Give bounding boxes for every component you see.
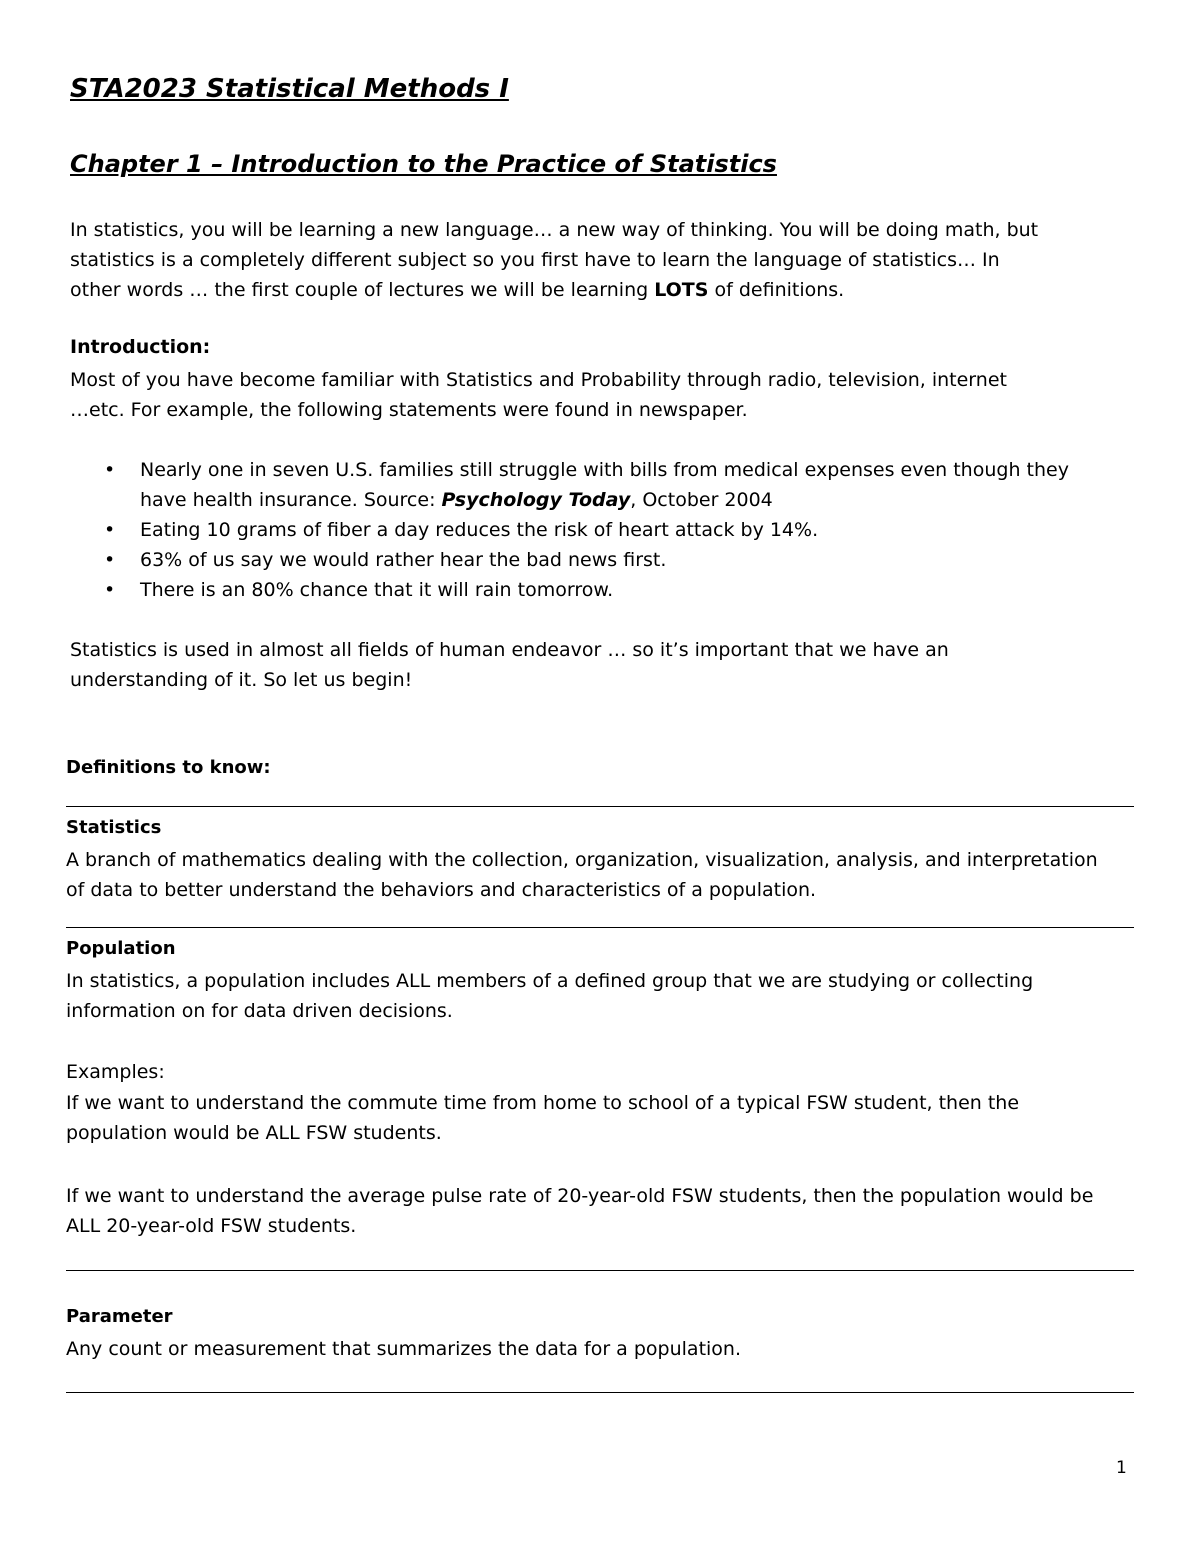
- definition-line-1: A branch of mathematics dealing with the collection, organization, visualization, analysis, and interpretation: [66, 849, 1098, 871]
- list-item-line-2: [140, 485, 1150, 515]
- list-item: [70, 545, 1150, 575]
- example-1: [66, 1088, 1156, 1148]
- closing-line-1: Statistics is used in almost all fields of human endeavor … so it’s important that we have an: [70, 639, 949, 661]
- lots-emphasis: LOTS: [654, 279, 709, 301]
- list-item: [70, 575, 1150, 605]
- example-1-line-1: If we want to understand the commute time from home to school of a typical FSW student, then the: [66, 1092, 1020, 1114]
- intro-line-3: [70, 275, 1130, 305]
- bullet-icon: •: [104, 549, 116, 571]
- definitions-heading: Definitions to know:: [66, 757, 271, 778]
- list-item: [70, 515, 1150, 545]
- source-title: Psychology Today: [441, 489, 631, 511]
- course-title: STA2023 Statistical Methods I: [70, 74, 509, 104]
- chapter-title: Chapter 1 – Introduction to the Practice of Statistics: [70, 150, 777, 178]
- example-statements-list: [70, 455, 1150, 605]
- definition-term-population: Population: [66, 938, 176, 959]
- bullet-icon: •: [104, 579, 116, 601]
- closing-paragraph: [70, 635, 1130, 695]
- definition-text-population: [66, 966, 1156, 1026]
- introduction-line-1: Most of you have become familiar with Statistics and Probability through radio, television, internet: [70, 369, 1007, 391]
- example-2: [66, 1181, 1176, 1241]
- list-item-text: There is an 80% chance that it will rain tomorrow.: [140, 579, 614, 601]
- definition-line-2: of data to better understand the behaviors and characteristics of a population.: [66, 879, 817, 901]
- intro-line-3-end: of definitions.: [708, 279, 845, 301]
- definition-text-parameter: Any count or measurement that summarizes the data for a population.: [66, 1338, 742, 1360]
- list-item-line-1: Nearly one in seven U.S. families still struggle with bills from medical expenses even though they: [140, 459, 1069, 481]
- introduction-heading: Introduction:: [70, 336, 211, 358]
- page-number: 1: [1116, 1458, 1127, 1478]
- divider: [66, 927, 1134, 928]
- list-item-text: 63% of us say we would rather hear the bad news first.: [140, 549, 667, 571]
- example-2-line-1: If we want to understand the average pulse rate of 20-year-old FSW students, then the population would be: [66, 1185, 1094, 1207]
- list-item-text: Eating 10 grams of fiber a day reduces the risk of heart attack by 14%.: [140, 519, 819, 541]
- divider: [66, 1270, 1134, 1271]
- definition-line-1: In statistics, a population includes ALL members of a defined group that we are studying or collecting: [66, 970, 1034, 992]
- definition-term-parameter: Parameter: [66, 1306, 173, 1327]
- example-2-line-2: ALL 20-year-old FSW students.: [66, 1215, 357, 1237]
- source-label: have health insurance. Source:: [140, 489, 442, 511]
- intro-paragraph: [70, 215, 1130, 305]
- intro-line-3-start: other words … the first couple of lectures we will be learning: [70, 279, 655, 301]
- source-date: , October 2004: [630, 489, 773, 511]
- closing-line-2: understanding of it. So let us begin!: [70, 669, 413, 691]
- introduction-line-2: …etc. For example, the following statements were found in newspaper.: [70, 399, 748, 421]
- list-item: [70, 455, 1150, 515]
- definition-term-statistics: Statistics: [66, 817, 162, 838]
- divider: [66, 806, 1134, 807]
- example-1-line-2: population would be ALL FSW students.: [66, 1122, 442, 1144]
- intro-line-2: statistics is a completely different subject so you first have to learn the language of statistics… In: [70, 249, 1000, 271]
- divider: [66, 1392, 1134, 1393]
- bullet-icon: •: [104, 459, 116, 481]
- bullet-icon: •: [104, 519, 116, 541]
- examples-label: Examples:: [66, 1061, 165, 1083]
- definition-text-statistics: [66, 845, 1156, 905]
- introduction-text: [70, 365, 1130, 425]
- definition-line-2: information on for data driven decisions.: [66, 1000, 453, 1022]
- intro-line-1: In statistics, you will be learning a new language… a new way of thinking. You will be doing math, but: [70, 219, 1039, 241]
